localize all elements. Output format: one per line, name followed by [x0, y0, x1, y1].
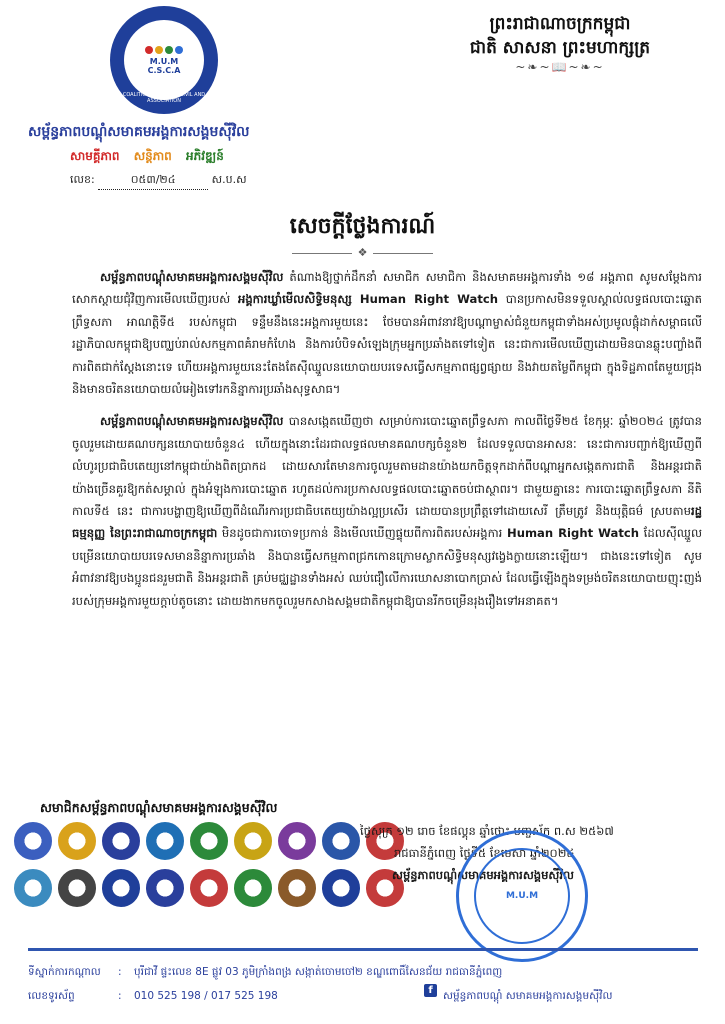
address-label: ទីស្នាក់ការកណ្តាល	[28, 966, 101, 978]
member-logo-15	[234, 869, 272, 907]
motto	[70, 148, 224, 166]
p2-text-3: ដែលស៊ីឈ្នួលបម្រើនយោបាយបរទេសមាននិន្នាការប្រឆាំង និងបានធ្វើសកម្មភាពជ្រកកោនក្រោមស្លាកសិទ្ធិមនុស្សវង្វេងក្លាយនោះឡើយ។ ជាងនេះទៅទៀត សូមអំពាវនាវឱ្យបងប្អូនជនរួមជាតិ និងអន្តរជាតិ គ្រប់មជ្ឈដ្ឋានទាំងអស់ ឈប់ជឿលើការឃោសនាបោកប្រាស់ ដែលធ្វើឡើងក្នុងទម្រង់ចរិតនយោបាយញុះញង់ របស់ក្រុមអង្គការមួយក្តាប់តូចនោះ ដោយងាកមកចូលរួមកសាងសង្គមជាតិកម្ពុជាឱ្យបានរីកចម្រើនរុងរឿងទៅអនាគត។	[72, 526, 702, 608]
motto-unity: សាមគ្គីភាព	[70, 149, 120, 163]
member-logo-16	[278, 869, 316, 907]
kingdom-line-1: ព្រះរាជាណាចក្រកម្ពុជា	[489, 14, 631, 34]
logo-abbr: C.S.C.A	[147, 65, 181, 75]
org-name: សម្ព័ន្ធភាពបណ្តុំសមាគមអង្គការសង្គមស៊ីវិល	[28, 124, 250, 140]
member-logo-2	[58, 822, 96, 860]
address-value: បុរីជាវី ផ្ទះលេខ 8E ផ្លូវ 03 ភូមិក្រាំងពង្រ សង្កាត់ចោមចៅ២ ខណ្ឌពោធិ៍សែនជ័យ រាជធានីភ្នំពេញ	[134, 966, 503, 978]
place-date: រាជធានីភ្នំពេញ ថ្ងៃទី៥ ខែមេសា ឆ្នាំ២០២៤	[394, 846, 575, 860]
official-stamp	[456, 830, 588, 962]
footer-phone-row: លេខទូរស័ព្ទ : 010 525 198 / 017 525 198 f សម្ព័ន្ធភាពបណ្តុំ សមាគមអង្គការសង្គមស៊ីវិល	[28, 984, 698, 1008]
logo-abbr-top: M.U.M	[149, 56, 179, 66]
p1-text-1: តំណាងឱ្យថ្នាក់ដឹកនាំ សមាជិក សមាជិកា និងសមាគមអង្គការទាំង ១៨ អង្គភាព សូមសម្តែងការសោកស្តាយជុំវិញការមើលឃើញរបស់	[72, 270, 702, 307]
p2-text-1: បានសង្កេតឃើញថា សម្រាប់ការបោះឆ្នោតព្រឹទ្ធសភា កាលពីថ្ងៃទី២៥ ខែកុម្ភៈ ឆ្នាំ២០២៤ ត្រូវបានចូលរួមដោយគណបក្សនយោបាយចំនួន៤ ហើយក្នុងនោះដែរជាលទ្ធផលមានគណបក្សចំនួន២ ដែលទទួលបានអាសនៈ នេះជាការបញ្ជាក់ឱ្យឃើញពីលំហូរប្រជាធិបតេយ្យនៅកម្ពុជាយ៉ាងពិតប្រាកដ ដោយសារតែមានការចូលរួមតាមដានយ៉ាងយកចិត្តទុកដាក់ពីបណ្តាអ្នកសង្កេតការជាតិ និងអន្តរជាតិ យ៉ាងច្រើនគួរឱ្យកត់សម្គាល់ ក្នុងអំឡុងការបោះឆ្នោត រហូតដល់ការប្រកាសលទ្ធផលបោះឆ្នោតចប់ជាស្ថាពរ។ ជាមួយគ្នានេះ ការបោះឆ្នោតព្រឹទ្ធសភា នីតិកាលទី៥ នេះ ជាការបង្ហាញឱ្យឃើញពីដំណើរការប្រជាធិបតេយ្យយ៉ាងល្អប្រសើរ ដោយបានប្រព្រឹត្តទៅដោយសេរី ត្រឹមត្រូវ និងយុត្តិធម៌ ស្របតាម	[72, 414, 702, 519]
members-title: សមាជិកសម្ព័ន្ធភាពបណ្តុំសមាគមអង្គការសង្គមស៊ីវិល	[40, 800, 278, 815]
motto-peace: សន្តិភាព	[133, 149, 172, 163]
p1-bold-1: សម្ព័ន្ធភាពបណ្តុំសមាគមអង្គការសង្គមស៊ីវិល	[100, 270, 284, 284]
ref-number: ០៥៣/២៤	[98, 173, 208, 190]
footer-address-row: ទីស្នាក់ការកណ្តាល : បុរីជាវី ផ្ទះលេខ 8E ផ្លូវ 03 ភូមិក្រាំងពង្រ សង្កាត់ចោមចៅ២ ខណ្ឌពោធិ៍សែនជ័យ រាជធានីភ្នំពេញ	[28, 960, 698, 984]
title-ornament-icon: ❖	[0, 246, 725, 259]
phone-value: 010 525 198 / 017 525 198	[134, 990, 278, 1002]
ref-suffix: ស.ប.ស	[211, 173, 247, 186]
member-logo-4	[146, 822, 184, 860]
facebook-icon: f	[424, 984, 437, 997]
member-logo-12	[102, 869, 140, 907]
motto-development: អភិវឌ្ឍន៍	[185, 149, 224, 163]
phone-label: លេខទូរស័ព្ទ	[28, 990, 75, 1002]
organization-logo	[110, 6, 218, 114]
statement-body	[72, 266, 702, 622]
footer-divider	[28, 948, 698, 951]
ornament-icon: ~❧~📖~❧~	[515, 60, 605, 74]
p2-bold-1: សម្ព័ន្ធភាពបណ្តុំសមាគមអង្គការសង្គមស៊ីវិល	[100, 414, 284, 429]
logo-ring-text: COALITION OF SOCIAL CIVIL AND ASSOCIATION	[122, 92, 206, 104]
lunar-date: ថ្ងៃសុក្រ ១២ រោច ខែផល្គុន ឆ្នាំថោះ បញ្ចស័ក ព.ស ២៥៦៧	[360, 824, 614, 838]
paragraph-1	[72, 266, 702, 400]
member-logo-17	[322, 869, 360, 907]
kingdom-line-2: ជាតិ សាសនា ព្រះមហាក្សត្រ	[469, 38, 651, 58]
facebook-value: សម្ព័ន្ធភាពបណ្តុំ សមាគមអង្គការសង្គមស៊ីវិល	[443, 990, 613, 1002]
footer	[28, 960, 698, 1008]
member-logos	[14, 822, 404, 907]
document-title: សេចក្តីថ្លែងការណ៍	[289, 214, 436, 239]
paragraph-2	[72, 410, 702, 612]
member-logo-10	[14, 869, 52, 907]
member-logo-8	[322, 822, 360, 860]
member-logo-6	[234, 822, 272, 860]
member-logo-3	[102, 822, 140, 860]
ref-label: លេខ:	[70, 173, 95, 186]
p2-bold-3: Human Right Watch	[507, 526, 640, 541]
reference-number	[70, 173, 247, 190]
member-logo-11	[58, 869, 96, 907]
member-logo-7	[278, 822, 316, 860]
stamp-abbr: M.U.M	[474, 848, 570, 944]
member-logo-1	[14, 822, 52, 860]
member-logo-13	[146, 869, 184, 907]
signatory: សម្ព័ន្ធភាពបណ្តុំសមាគមអង្គការសង្គមស៊ីវិល	[392, 868, 574, 882]
p1-bold-2: អង្គការឃ្លាំមើលសិទ្ធិមនុស្ស Human Right Watch	[237, 292, 499, 307]
p1-text-2: បានប្រកាសមិនទទួលស្គាល់លទ្ធផលបោះឆ្នោតព្រឹទ្ធសភា អាណត្តិទី៥ របស់កម្ពុជា ទន្ទឹមនឹងនេះអង្គការមួយនេះ ថែមបានអំពាវនាវឱ្យបណ្តាម្ចាស់ជំនួយកម្ពុជាទាំងអស់ប្រមូលផ្តុំដាក់សម្ពាធលើរដ្ឋាភិបាលកម្ពុជាឱ្យបញ្ឈប់រាល់សកម្មភាពគំរាមកំហែង និងការបំបិទសំឡេងក្រុមអ្នកប្រឆាំងតទៅទៀត នេះជាការមើលឃើញដោយមិនបានឆ្លុះបញ្ចាំងពីការពិតជាក់ស្តែងនោះទេ ហើយអង្គការមួយនេះតែងតែស៊ីឈ្នួលនយោបាយបរទេសធ្វើសកម្មភាពផ្សព្វផ្សាយ និងវាយតម្លៃពីកម្ពុជា ក្នុងទិដ្ឋភាពតែមួយជ្រុង និងមានចរិតនយោបាយលំអៀងទៅរកនិន្នាការប្រឆាំងសុទ្ធសាធ។	[72, 292, 702, 397]
kingdom-header	[430, 12, 690, 74]
p2-bold-2: រដ្ឋធម្មនុញ្ញ នៃព្រះរាជាណាចក្រកម្ពុជា	[72, 504, 702, 541]
member-logo-5	[190, 822, 228, 860]
p2-text-2: មិនដូចជាការចោទប្រកាន់ និងមើលឃើញផ្ទុយពីការពិតរបស់អង្គការ	[217, 526, 507, 541]
member-logo-14	[190, 869, 228, 907]
